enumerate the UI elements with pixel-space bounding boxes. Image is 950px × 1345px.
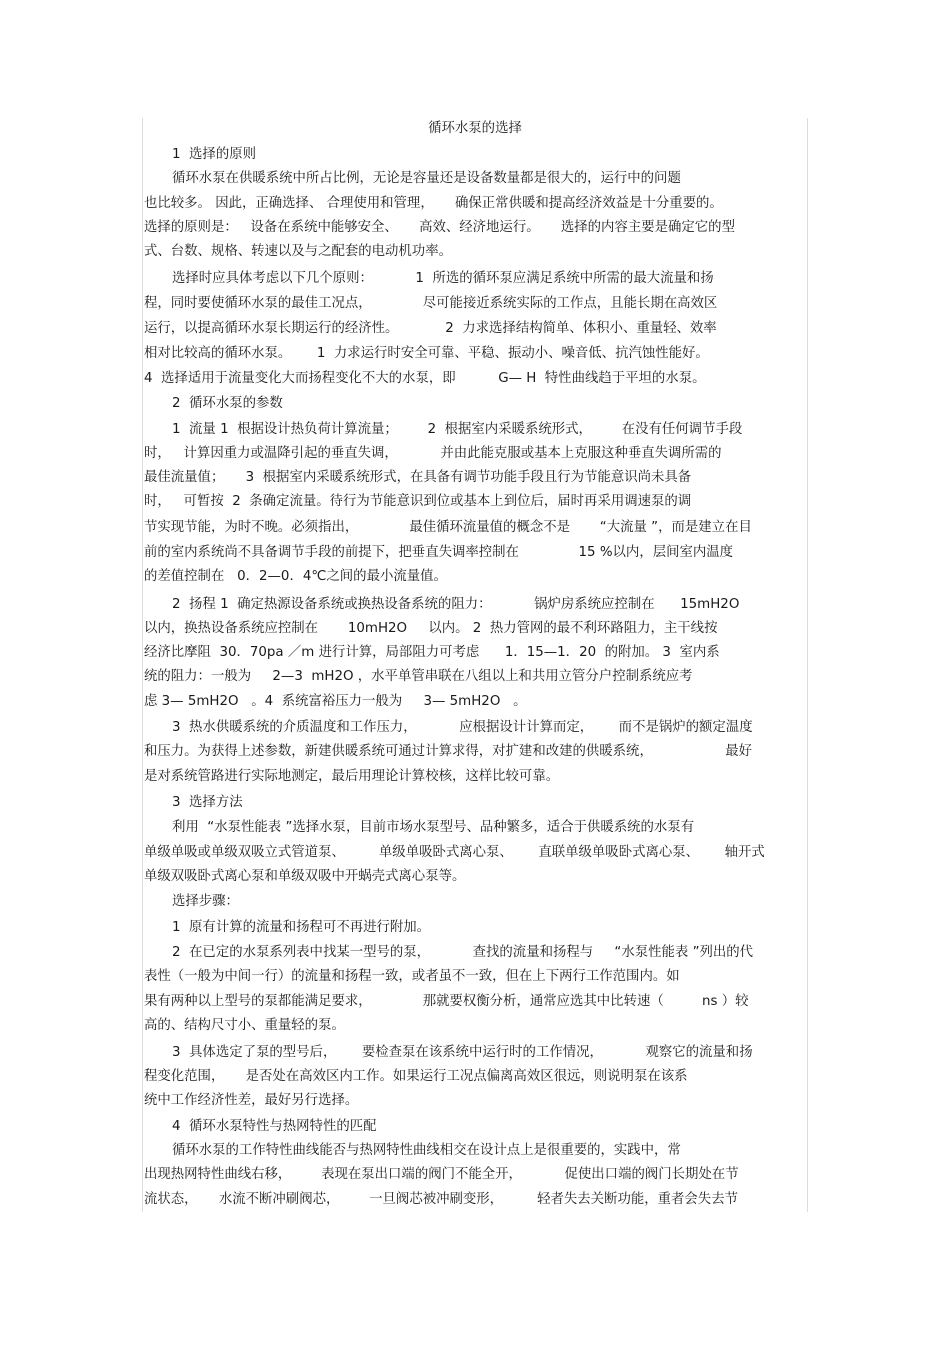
paragraph-line: 1 原有计算的流量和扬程可不再进行附加。 bbox=[172, 920, 431, 935]
paragraph-line: 程，同时要使循环水泵的最佳工况点， 尽可能接近系统实际的工作点，且能长期在高效区 bbox=[144, 296, 718, 311]
paragraph-line: 时， 可暂按 2 条确定流量。待行为节能意识到位或基本上到位后，届时再采用调速泵的调 bbox=[144, 494, 692, 509]
paragraph-line: 相对比较高的循环水泵。 1 力求运行时安全可靠、平稳、振动小、噪音低、抗汽蚀性能好。 bbox=[144, 346, 709, 361]
paragraph-line: 也比较多。 因此，正确选择、 合理使用和管理， 确保正常供暖和提高经济效益是十分重要的。 bbox=[144, 196, 723, 211]
paragraph-line: 2 在已定的水泵系列表中找某一型号的泵， 查找的流量和扬程与 “水泵性能表 ”列出的代 bbox=[172, 945, 754, 960]
paragraph-line: 循环水泵的工作特性曲线能否与热网特性曲线相交在设计点上是很重要的，实践中，常 bbox=[172, 1143, 681, 1158]
section-heading: 2 循环水泵的参数 bbox=[172, 396, 283, 411]
paragraph-line: 循环水泵在供暖系统中所占比例，无论是容量还是设备数量都是很大的，运行中的问题 bbox=[172, 171, 681, 186]
paragraph-line: 是对系统管路进行实际地测定，最后用理论计算校核，这样比较可靠。 bbox=[144, 769, 560, 784]
paragraph-line: 最佳流量值； 3 根据室内采暖系统形式，在具备有调节功能手段且行为节能意识尚未具备 bbox=[144, 470, 692, 485]
paragraph-line: 选择步骤： bbox=[172, 894, 239, 909]
section-heading: 1 选择的原则 bbox=[172, 147, 256, 162]
paragraph-line: 节实现节能，为时不晚。必须指出， 最佳循环流量值的概念不是 “大流量 ”，而是建立在目 bbox=[144, 520, 752, 535]
paragraph-line: 式、台数、规格、转速以及与之配套的电动机功率。 bbox=[144, 244, 452, 259]
paragraph-line: 利用 “水泵性能表 ”选择水泵，目前市场水泵型号、品种繁多，适合于供暖系统的水泵有 bbox=[172, 820, 695, 835]
section-heading: 3 选择方法 bbox=[172, 795, 243, 810]
paragraph-line: 流状态， 水流不断冲刷阀芯， 一旦阀芯被冲刷变形， 轻者失去关断功能，重者会失去节 bbox=[144, 1192, 738, 1207]
paragraph-line: 3 热水供暖系统的介质温度和工作压力， 应根据设计计算而定， 而不是锅炉的额定温度 bbox=[172, 720, 753, 735]
paragraph-line: 高的、结构尺寸小、重量轻的泵。 bbox=[144, 1018, 345, 1033]
paragraph-line: 单级单吸或单级双吸立式管道泵、 单级单吸卧式离心泵、 直联单级单吸卧式离心泵、 轴开式 bbox=[144, 845, 765, 860]
paragraph-line: 经济比摩阻 30．70pa ／m 进行计算，局部阻力可考虑 1．15—1．20 的附加。 3 室内系 bbox=[144, 645, 720, 660]
paragraph-line: 统的阻力：一般为 2—3 mH2O ，水平单管串联在八组以上和共用立管分户控制系统应考 bbox=[144, 669, 693, 684]
paragraph-line: 以内，换热设备系统应控制在 10mH2O 以内。 2 热力管网的最不利环路阻力，主干线按 bbox=[144, 621, 718, 636]
paragraph-line: 表性（一般为中间一行）的流量和扬程一致，或者虽不一致，但在上下两行工作范围内。如 bbox=[144, 969, 680, 984]
paragraph-line: 前的室内系统尚不具备调节手段的前提下，把垂直失调率控制在 15 %以内，层间室内温度 bbox=[144, 545, 734, 560]
paragraph-line: 时， 计算因重力或温降引起的垂直失调， 并由此能克服或基本上克服这种垂直失调所需的 bbox=[144, 446, 722, 461]
paragraph-line: 2 扬程 1 确定热源设备系统或换热设备系统的阻力： 锅炉房系统应控制在 15mH2O bbox=[172, 597, 740, 612]
document-title: 循环水泵的选择 bbox=[428, 121, 522, 136]
paragraph-line: 1 流量 1 根据设计热负荷计算流量； 2 根据室内采暖系统形式， 在没有任何调节手段 bbox=[172, 422, 743, 437]
paragraph-line: 单级双吸卧式离心泵和单级双吸中开蜗壳式离心泵等。 bbox=[144, 869, 466, 884]
paragraph-line: 果有两种以上型号的泵都能满足要求， 那就要权衡分析，通常应选其中比转速（ ns ）较 bbox=[144, 994, 749, 1009]
paragraph-line: 统中工作经济性差，最好另行选择。 bbox=[144, 1093, 359, 1108]
paragraph-line: 和压力。为获得上述参数，新建供暖系统可通过计算求得，对扩建和改建的供暖系统， 最好 bbox=[144, 744, 752, 759]
paragraph-line: 程变化范围， 是否处在高效区内工作。如果运行工况点偏离高效区很远，则说明泵在该系 bbox=[144, 1069, 688, 1084]
paragraph-line: 的差值控制在 0．2—0．4℃之间的最小流量值。 bbox=[144, 569, 447, 584]
paragraph-line: 选择的原则是： 设备在系统中能够安全、 高效、经济地运行。 选择的内容主要是确定它的型 bbox=[144, 220, 735, 235]
paragraph-line: 选择时应具体考虑以下几个原则： 1 所选的循环泵应满足系统中所需的最大流量和扬 bbox=[172, 271, 714, 286]
paragraph-line: 3 具体选定了泵的型号后， 要检查泵在该系统中运行时的工作情况， 观察它的流量和扬 bbox=[172, 1045, 753, 1060]
paragraph-line: 4 选择适用于流量变化大而扬程变化不大的水泵，即 G— H 特性曲线趋于平坦的水泵。 bbox=[144, 371, 706, 386]
paragraph-line: 虑 3— 5mH2O 。4 系统富裕压力一般为 3— 5mH2O 。 bbox=[144, 694, 527, 709]
paragraph-line: 出现热网特性曲线右移， 表现在泵出口端的阀门不能全开， 促使出口端的阀门长期处在节 bbox=[144, 1167, 739, 1182]
section-heading: 4 循环水泵特性与热网特性的匹配 bbox=[172, 1119, 377, 1134]
paragraph-line: 运行，以提高循环水泵长期运行的经济性。 2 力求选择结构简单、体积小、重量轻、效率 bbox=[144, 321, 717, 336]
